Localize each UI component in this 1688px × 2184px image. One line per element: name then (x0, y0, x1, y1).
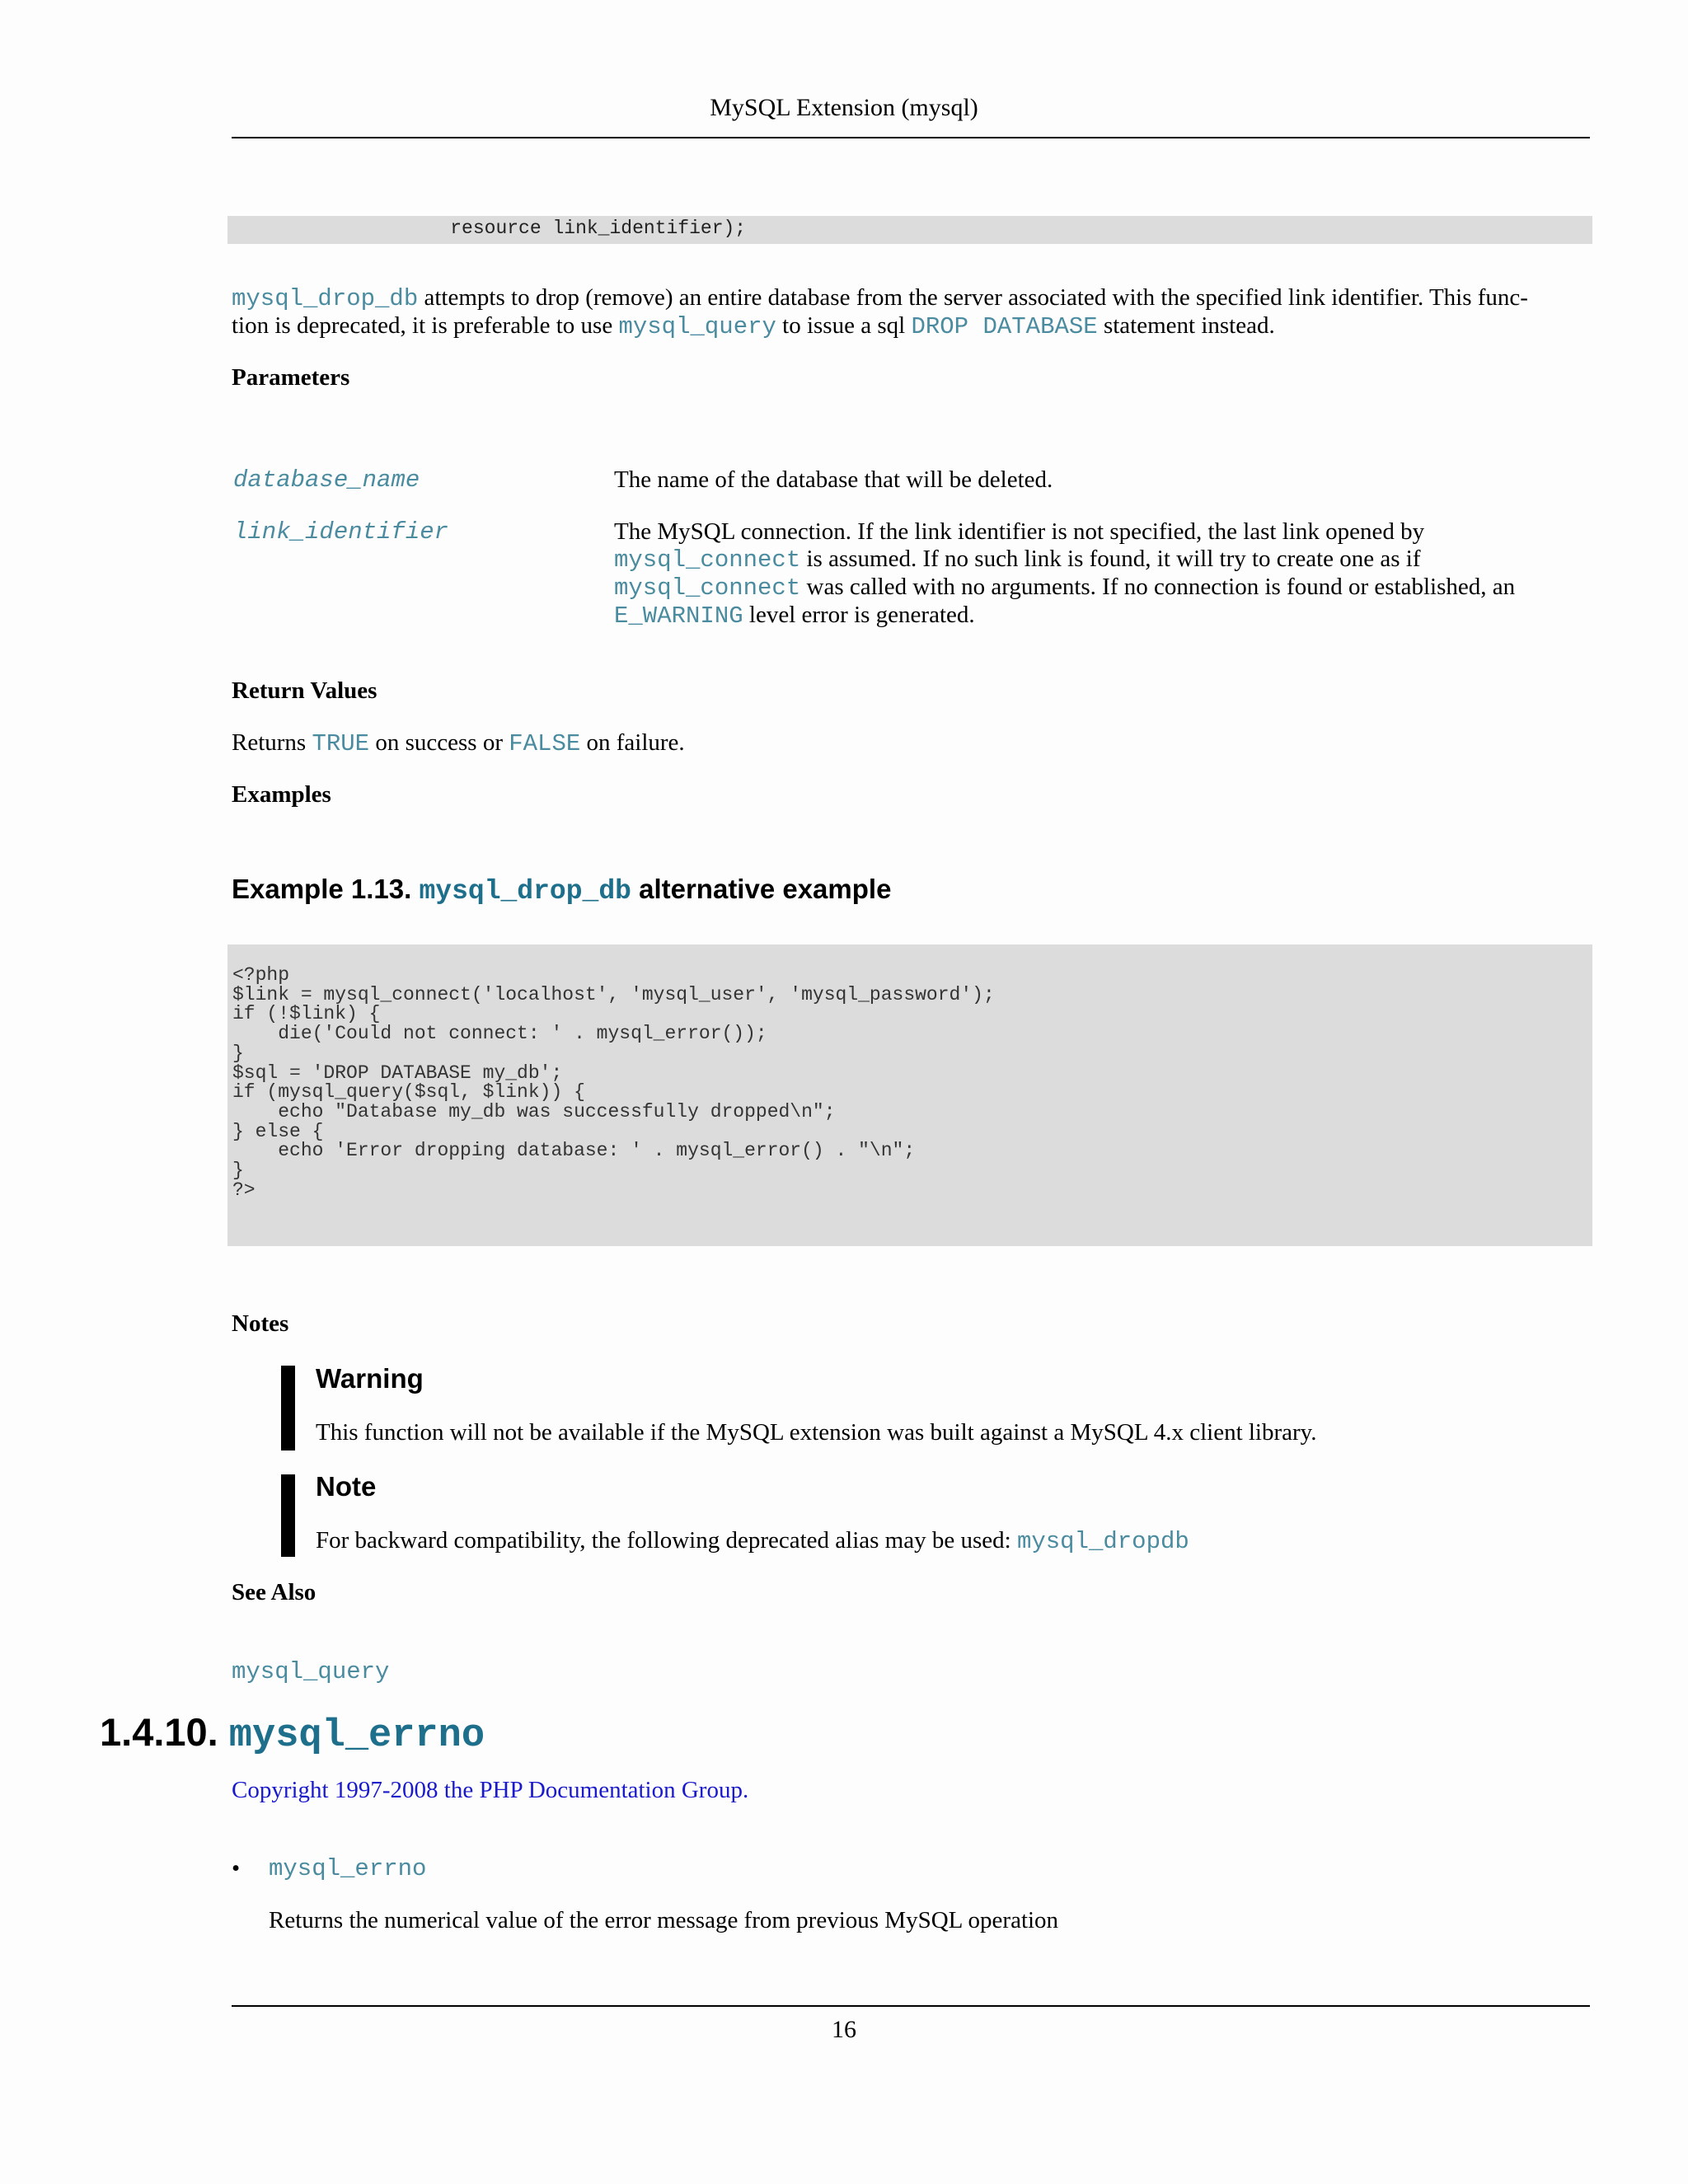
param-desc-database: The name of the database that will be deleted. (614, 466, 1053, 493)
warning-bar (281, 1366, 295, 1451)
false-constant: FALSE (509, 730, 581, 757)
return-values-heading: Return Values (232, 677, 377, 704)
warning-title: Warning (316, 1363, 424, 1394)
note-text: For backward compatibility, the following deprecated alias may be used: mysql_dropdb (316, 1527, 1189, 1555)
example-title: Example 1.13. mysql_drop_db alternative example (232, 874, 892, 907)
notes-heading: Notes (232, 1310, 289, 1337)
note-title: Note (316, 1471, 377, 1502)
function-description: mysql_drop_db attempts to drop (remove) an entire database from the server associated with the specified link identifier. This func- tion is deprecated, it is preferable to use mysql_query to issue a sql DROP DATABASE statement instead. (232, 284, 1528, 340)
copyright-link[interactable]: Copyright 1997-2008 the PHP Documentation Group. (232, 1777, 749, 1803)
parameters-heading: Parameters (232, 364, 350, 391)
drop-database-code: DROP DATABASE (911, 313, 1098, 340)
see-also-heading: See Also (232, 1579, 316, 1605)
see-also-mysql-query-link[interactable]: mysql_query (232, 1658, 390, 1685)
synopsis-code: resource link_identifier); (234, 218, 747, 239)
example-function-name: mysql_drop_db (419, 876, 631, 907)
function-name-link[interactable]: mysql_drop_db (232, 285, 419, 312)
mysql-connect-link[interactable]: mysql_connect (614, 574, 801, 602)
e-warning-constant: E_WARNING (614, 602, 743, 630)
mysql-dropdb-link[interactable]: mysql_dropdb (1016, 1528, 1189, 1555)
note-bar (281, 1474, 295, 1557)
synopsis-code-box (227, 216, 1592, 244)
page-header-title: MySQL Extension (mysql) (710, 94, 978, 121)
examples-heading: Examples (232, 781, 331, 808)
return-values-text: Returns TRUE on success or FALSE on failure. (232, 729, 685, 757)
section-title: 1.4.10. mysql_errno (100, 1710, 485, 1758)
warning-text: This function will not be available if the MySQL extension was built against a MySQL 4.x client library. (316, 1419, 1317, 1446)
true-constant: TRUE (312, 730, 370, 757)
section-function-name: mysql_errno (228, 1714, 485, 1758)
page-number: 16 (832, 2016, 856, 2043)
param-name-database: database_name (233, 466, 420, 494)
mysql-errno-description: Returns the numerical value of the error message from previous MySQL operation (269, 1907, 1059, 1933)
footer-rule (232, 2005, 1590, 2007)
bullet: • (232, 1855, 241, 1882)
header-rule (232, 137, 1590, 138)
example-code-box (227, 944, 1592, 1246)
mysql-query-link[interactable]: mysql_query (618, 313, 776, 340)
example-code: <?php $link = mysql_connect('localhost', 'mysql_user', 'mysql_password'); if (!$link) { die('Could not connect: ' . mysql_error()); } $sql = 'DROP DATABASE my_db'; if (mysql_query($sql, $link)) { echo "Database my_db was successfully dropped\n"; } else { echo 'Error dropping database: ' . mysql_error() . "\n"; } ?> (232, 964, 995, 1201)
mysql-connect-link[interactable]: mysql_connect (614, 546, 801, 574)
mysql-errno-link[interactable]: mysql_errno (269, 1855, 427, 1882)
param-desc-link-identifier: The MySQL connection. If the link identifier is not specified, the last link opened by mysql_connect is assumed. If no such link is found, it will try to create one as if mysql_connect was called with no arguments. If no connection is found or established, an E_WARNING level error is generated. (614, 518, 1516, 630)
param-name-link-identifier: link_identifier (233, 518, 449, 546)
